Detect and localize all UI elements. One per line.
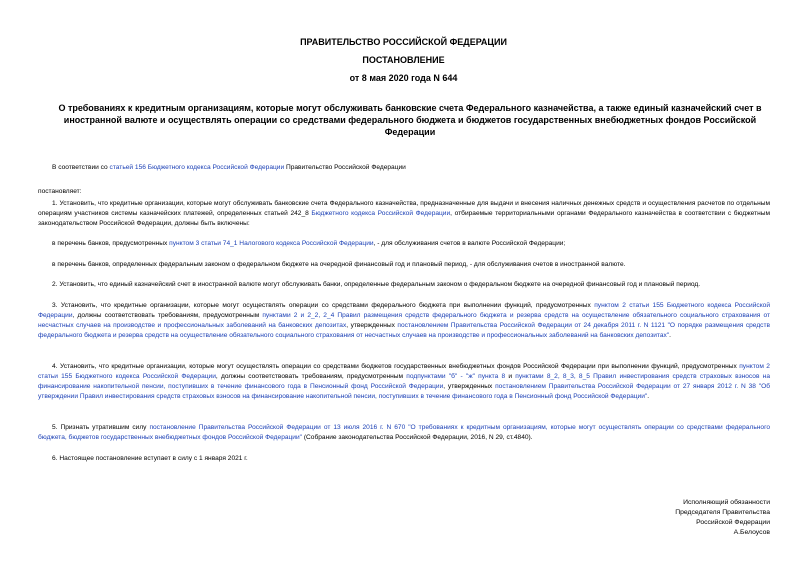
paragraph-1a [38,239,770,249]
paragraph-5 [38,423,770,443]
paragraph-2: 2. Установить, что единый казначейский счет в иностранной валюте могут обслуживать банки, определенные федеральным законом о федеральном бюджете на очередной финансовый год и плановый период. [52,281,701,288]
signature-name: А.Белоусов [733,529,770,536]
government-heading: ПРАВИТЕЛЬСТВО РОССИЙСКОЙ ФЕДЕРАЦИИ [300,37,507,47]
text: 5. Признать утратившим силу [52,424,150,431]
paragraph-4 [38,362,770,402]
link-budget-code-art-155[interactable]: пунктом 2 статьи 155 Бюджетного кодекса Российской Федерации [38,363,770,380]
decree-word: постановляет: [38,188,82,195]
document-type: ПОСТАНОВЛЕНИЕ [362,55,445,65]
text: . [647,393,650,400]
document-date: от 8 мая 2020 года N 644 [349,73,458,83]
link-investment-rules[interactable]: пунктами 8_2, 8_3, 8_5 Правил инвестирования средств страховых взносов на финансирование накопительной пенсии, поступивших в течение финансового года в Пенсионный фонд Российской Федерации [38,373,770,390]
text: в перечень банков, предусмотренных [52,240,170,247]
signature-line-3: Российской Федерации [696,519,770,526]
text: , должны соответствовать требованиям, предусмотренным [215,373,407,380]
link-resolution-670[interactable]: постановление Правительства Российской Федерации от 13 июля 2016 г. N 670 "О требованиях к кредитным организациям, которые могут осуществлять операции со средствами федерального бюджета, бюджетов государственных внебюджетных фондов Российской Федерации" [38,424,770,441]
signature-line-1: Исполняющий обязанности [683,499,770,506]
text: 1. Установить, что кредитные организации, которые могут обслуживать банковские счета Федерального казначейства, предназначенные для выдачи и внесения наличных денежных средств и осуществления расчетов по отдельным операциям участников системы казначейских платежей, определенных статьей 242_8 [38,200,770,217]
text: 3. Установить, что кредитные организации, которые могут осуществлять операции со средствами федерального бюджета при выполнении функций, предусмотренных [52,302,595,309]
link-subparagraphs[interactable]: подпунктами "б" - "ж" пункта 8 [406,373,506,380]
link-tax-code-art-74-1[interactable]: пунктом 3 статьи 74_1 Налогового кодекса Российской Федерации [169,240,374,247]
link-placement-rules[interactable]: пунктами 2 и 2_2, 2_4 Правил размещения средств федерального бюджета и резерва средств на осуществление обязательного социального страхования от несчастных случаев на производстве и профессиональных заболеваний на банковских депозитах [38,312,770,329]
text: , - для обслуживания счетов в валюте Российской Федерации; [373,240,566,247]
text: , утвержденных [443,383,496,390]
document-title: О требованиях к кредитным организациям, которые могут обслуживать банковские счета Федерального казначейства, а также единый казначейский счет в иностранной валюте и осуществлять операции со средствами федерального бюджета и бюджетов государственных внебюджетных фондов Российской Федерации [58,103,762,137]
preamble-paragraph [38,163,770,173]
link-budget-code-art-156[interactable]: статьей 156 Бюджетного кодекса Российской Федерации [109,164,285,171]
text: и [505,373,516,380]
paragraph-1 [38,199,770,229]
text: 4. Установить, что кредитные организации, которые могут осуществлять операции со средствами бюджетов государственных внебюджетных фондов Российской Федерации при выполнении функций, предусмотренных [52,363,740,370]
text: , утвержденных [346,322,398,329]
signature-line-2: Председателя Правительства [675,509,770,516]
paragraph-6: 6. Настоящее постановление вступает в силу с 1 января 2021 г. [52,455,248,462]
link-budget-code-art-155[interactable]: пунктом 2 статьи 155 Бюджетного кодекса Российской Федерации [38,302,771,319]
link-resolution-38[interactable]: постановлением Правительства Российской Федерации от 27 января 2012 г. N 38 "Об утверждении Правил инвестирования средств страховых взносов на финансирование накопительной пенсии, поступивших в течение финансового года в Пенсионный фонд Российской Федерации" [38,383,770,400]
paragraph-1b: в перечень банков, определенных федеральным законом о федеральном бюджете на очередной финансовый год и плановый период, - для обслуживания счетов в иностранной валюте. [52,261,626,268]
link-budget-code[interactable]: Бюджетного кодекса Российской Федерации [311,210,451,217]
text: , отбираемые территориальными органами Федерального казначейства в соответствии с бюджетным законодательством Российской Федерации, должны быть включены: [38,210,770,227]
paragraph-3 [38,301,770,341]
text: (Собрание законодательства Российской Федерации, 2016, N 29, ст.4840). [302,434,533,441]
link-resolution-1121[interactable]: постановлением Правительства Российской Федерации от 24 декабря 2011 г. N 1121 "О порядке размещения средств федерального бюджета и резерва средств на осуществление обязательного социального страхования от несчастных случаев на производстве и профессиональных заболеваний на банковских депозитах" [38,322,770,339]
text: , должны соответствовать требованиям, предусмотренным [72,312,263,319]
text: . [669,332,672,339]
text: Правительство Российской Федерации [284,164,406,171]
text: В соответствии со [52,164,110,171]
